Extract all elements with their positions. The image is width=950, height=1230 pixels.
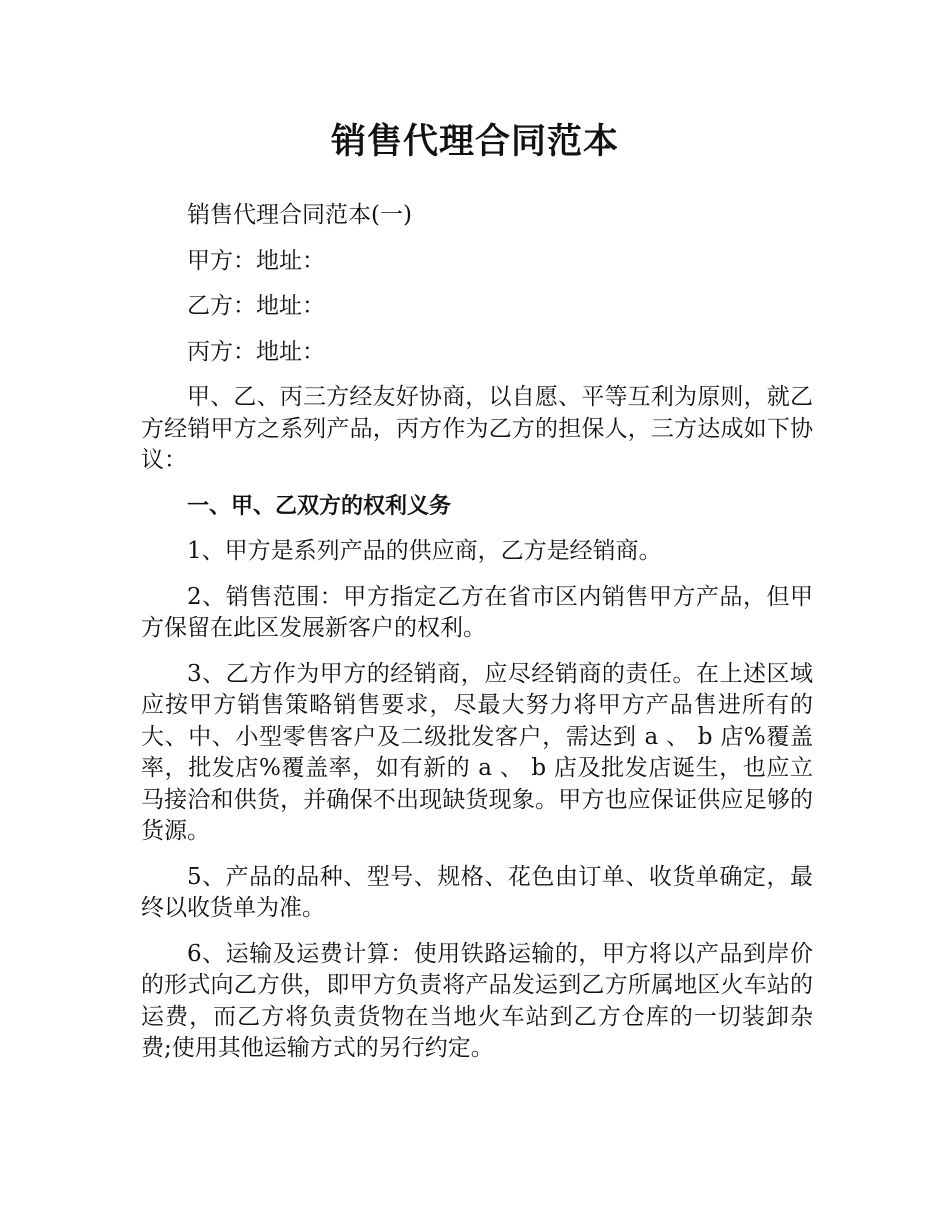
party-b-line: 乙方：地址： [187, 293, 325, 319]
clause-6: 6、运输及运费计算：使用铁路运输的，甲方将以产品到岸价的形式向乙方供，即甲方负责将产品发运到乙方所属地区火车站的运费，而乙方将负责货物在当地火车站到乙方仓库的一切装卸杂费;使用其他运输方式的另行约定。 [141, 940, 813, 1061]
clause-2: 2、销售范围：甲方指定乙方在省市区内销售甲方产品，但甲方保留在此区发展新客户的权利。 [141, 583, 813, 641]
subtitle-paragraph: 销售代理合同范本(一) [187, 202, 412, 228]
clause-3: 3、乙方作为甲方的经销商，应尽经销商的责任。在上述区域应按甲方销售策略销售要求，尽最大努力将甲方产品售进所有的大、中、小型零售客户及二级批发客户，需达到 a 、 b 店%覆盖率，批发店%覆盖率，如有新的 a 、 b 店及批发店诞生，也应立马接洽和供货，并确保不出现缺货现象。甲方也应保证供应足够的货源。 [141, 660, 813, 844]
clause-5: 5、产品的品种、型号、规格、花色由订单、收货单确定，最终以收货单为准。 [141, 863, 813, 921]
clause-1: 1、甲方是系列产品的供应商，乙方是经销商。 [187, 538, 662, 564]
document-body [141, 200, 813, 1079]
section-heading: 一、甲、乙双方的权利义务 [187, 493, 452, 519]
document-title: 销售代理合同范本 [330, 122, 619, 162]
preamble-paragraph: 甲、乙、丙三方经友好协商，以自愿、平等互利为原则，就乙方经销甲方之系列产品，丙方作为乙方的担保人，三方达成如下协议： [141, 384, 813, 473]
party-c-line: 丙方：地址： [187, 338, 325, 365]
party-a-line: 甲方：地址： [187, 247, 325, 274]
